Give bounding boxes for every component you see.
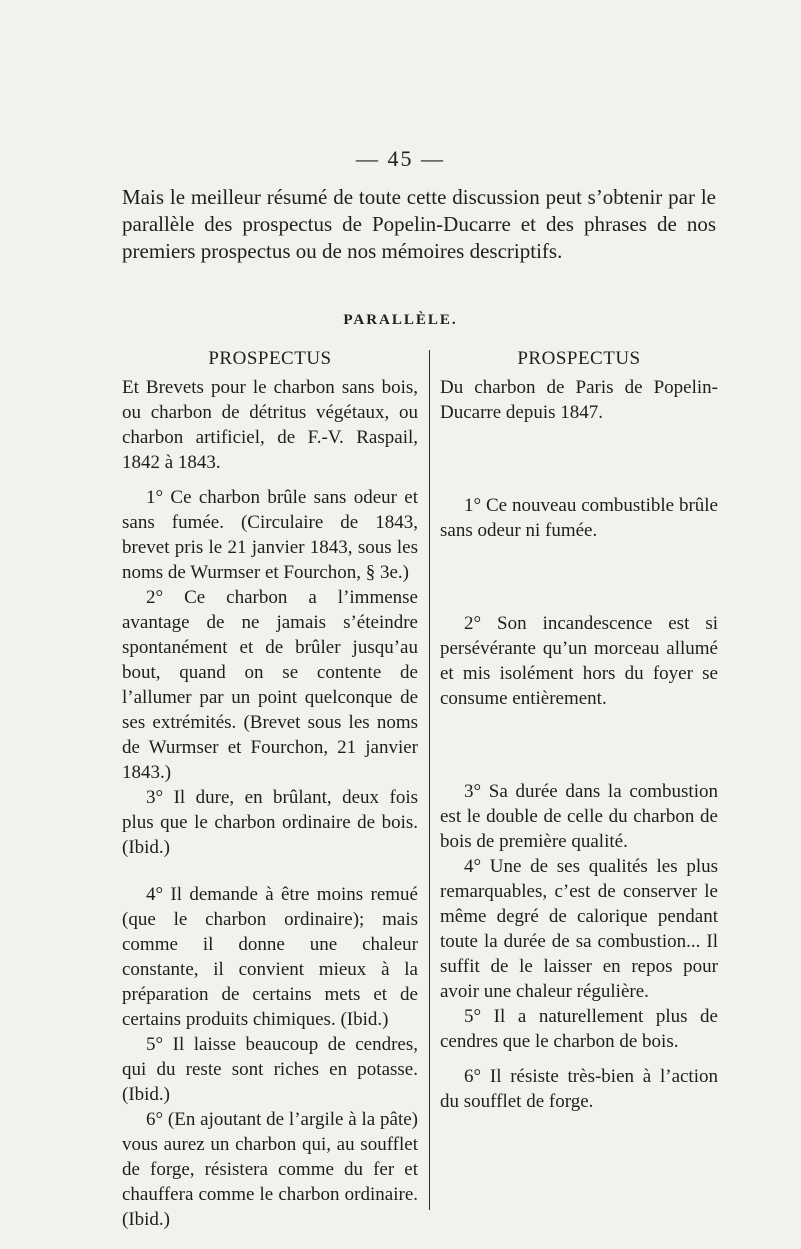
right-column bbox=[440, 346, 718, 1114]
right-item-2: 2° Son incandescence est si persévérante qu’un morceau allumé et mis isolément hors du foyer se consume entièrement. bbox=[440, 613, 718, 709]
section-title: PARALLÈLE. bbox=[343, 312, 458, 328]
right-item-6: 6° Il résiste très-bien à l’action du soufflet de forge. bbox=[440, 1066, 718, 1112]
left-item-4: 4° Il demande à être moins remué (que le charbon ordinaire); mais comme il donne une chaleur constante, il convient mieux à la préparation de certains mets et de certains produits chimiques. (Ibid.) bbox=[122, 884, 418, 1030]
left-item-5: 5° Il laisse beaucoup de cendres, qui du reste sont riches en potasse. (Ibid.) bbox=[122, 1034, 418, 1105]
right-item-5: 5° Il a naturellement plus de cendres que le charbon de bois. bbox=[440, 1006, 718, 1052]
right-column-header: PROSPECTUS bbox=[517, 348, 641, 369]
left-column bbox=[122, 346, 418, 1232]
column-divider bbox=[429, 350, 430, 1210]
left-item-1: 1° Ce charbon brûle sans odeur et sans fumée. (Circulaire de 1843, brevet pris le 21 janvier 1843, sous les noms de Wurmser et Fourchon, § 3e.) bbox=[122, 487, 418, 583]
left-column-header: PROSPECTUS bbox=[208, 348, 332, 369]
intro-paragraph: Mais le meilleur résumé de toute cette discussion peut s’obtenir par le parallèle des prospectus de Popelin-Ducarre et des phrases de nos premiers prospectus ou de nos mémoires descriptifs. bbox=[122, 185, 716, 263]
right-item-3: 3° Sa durée dans la combustion est le double de celle du charbon de bois de première qualité. bbox=[440, 781, 718, 852]
page-number: — 45 — bbox=[356, 146, 445, 171]
left-item-2: 2° Ce charbon a l’immense avantage de ne jamais s’éteindre spontanément et de brûler jusqu’au bout, quand on se contente de l’allumer par un point quelconque de ses extrémités. (Brevet sous les noms de Wurmser et Fourchon, 21 janvier 1843.) bbox=[122, 587, 418, 783]
left-item-3: 3° Il dure, en brûlant, deux fois plus que le charbon ordinaire de bois. (Ibid.) bbox=[122, 787, 418, 858]
right-item-4: 4° Une de ses qualités les plus remarquables, c’est de conserver le même degré de calorique pendant toute la durée de sa combustion... Il suffit de le laisser en repos pour avoir une chaleur régulière. bbox=[440, 856, 718, 1002]
right-item-1: 1° Ce nouveau combustible brûle sans odeur ni fumée. bbox=[440, 495, 718, 541]
left-column-title: Et Brevets pour le charbon sans bois, ou charbon de détritus végétaux, ou charbon artificiel, de F.-V. Raspail, 1842 à 1843. bbox=[122, 377, 418, 473]
right-column-title: Du charbon de Paris de Popelin-Ducarre depuis 1847. bbox=[440, 377, 718, 423]
left-item-6: 6° (En ajoutant de l’argile à la pâte) vous aurez un charbon qui, au soufflet de forge, résistera comme du fer et chauffera comme le charbon ordinaire. (Ibid.) bbox=[122, 1109, 418, 1230]
